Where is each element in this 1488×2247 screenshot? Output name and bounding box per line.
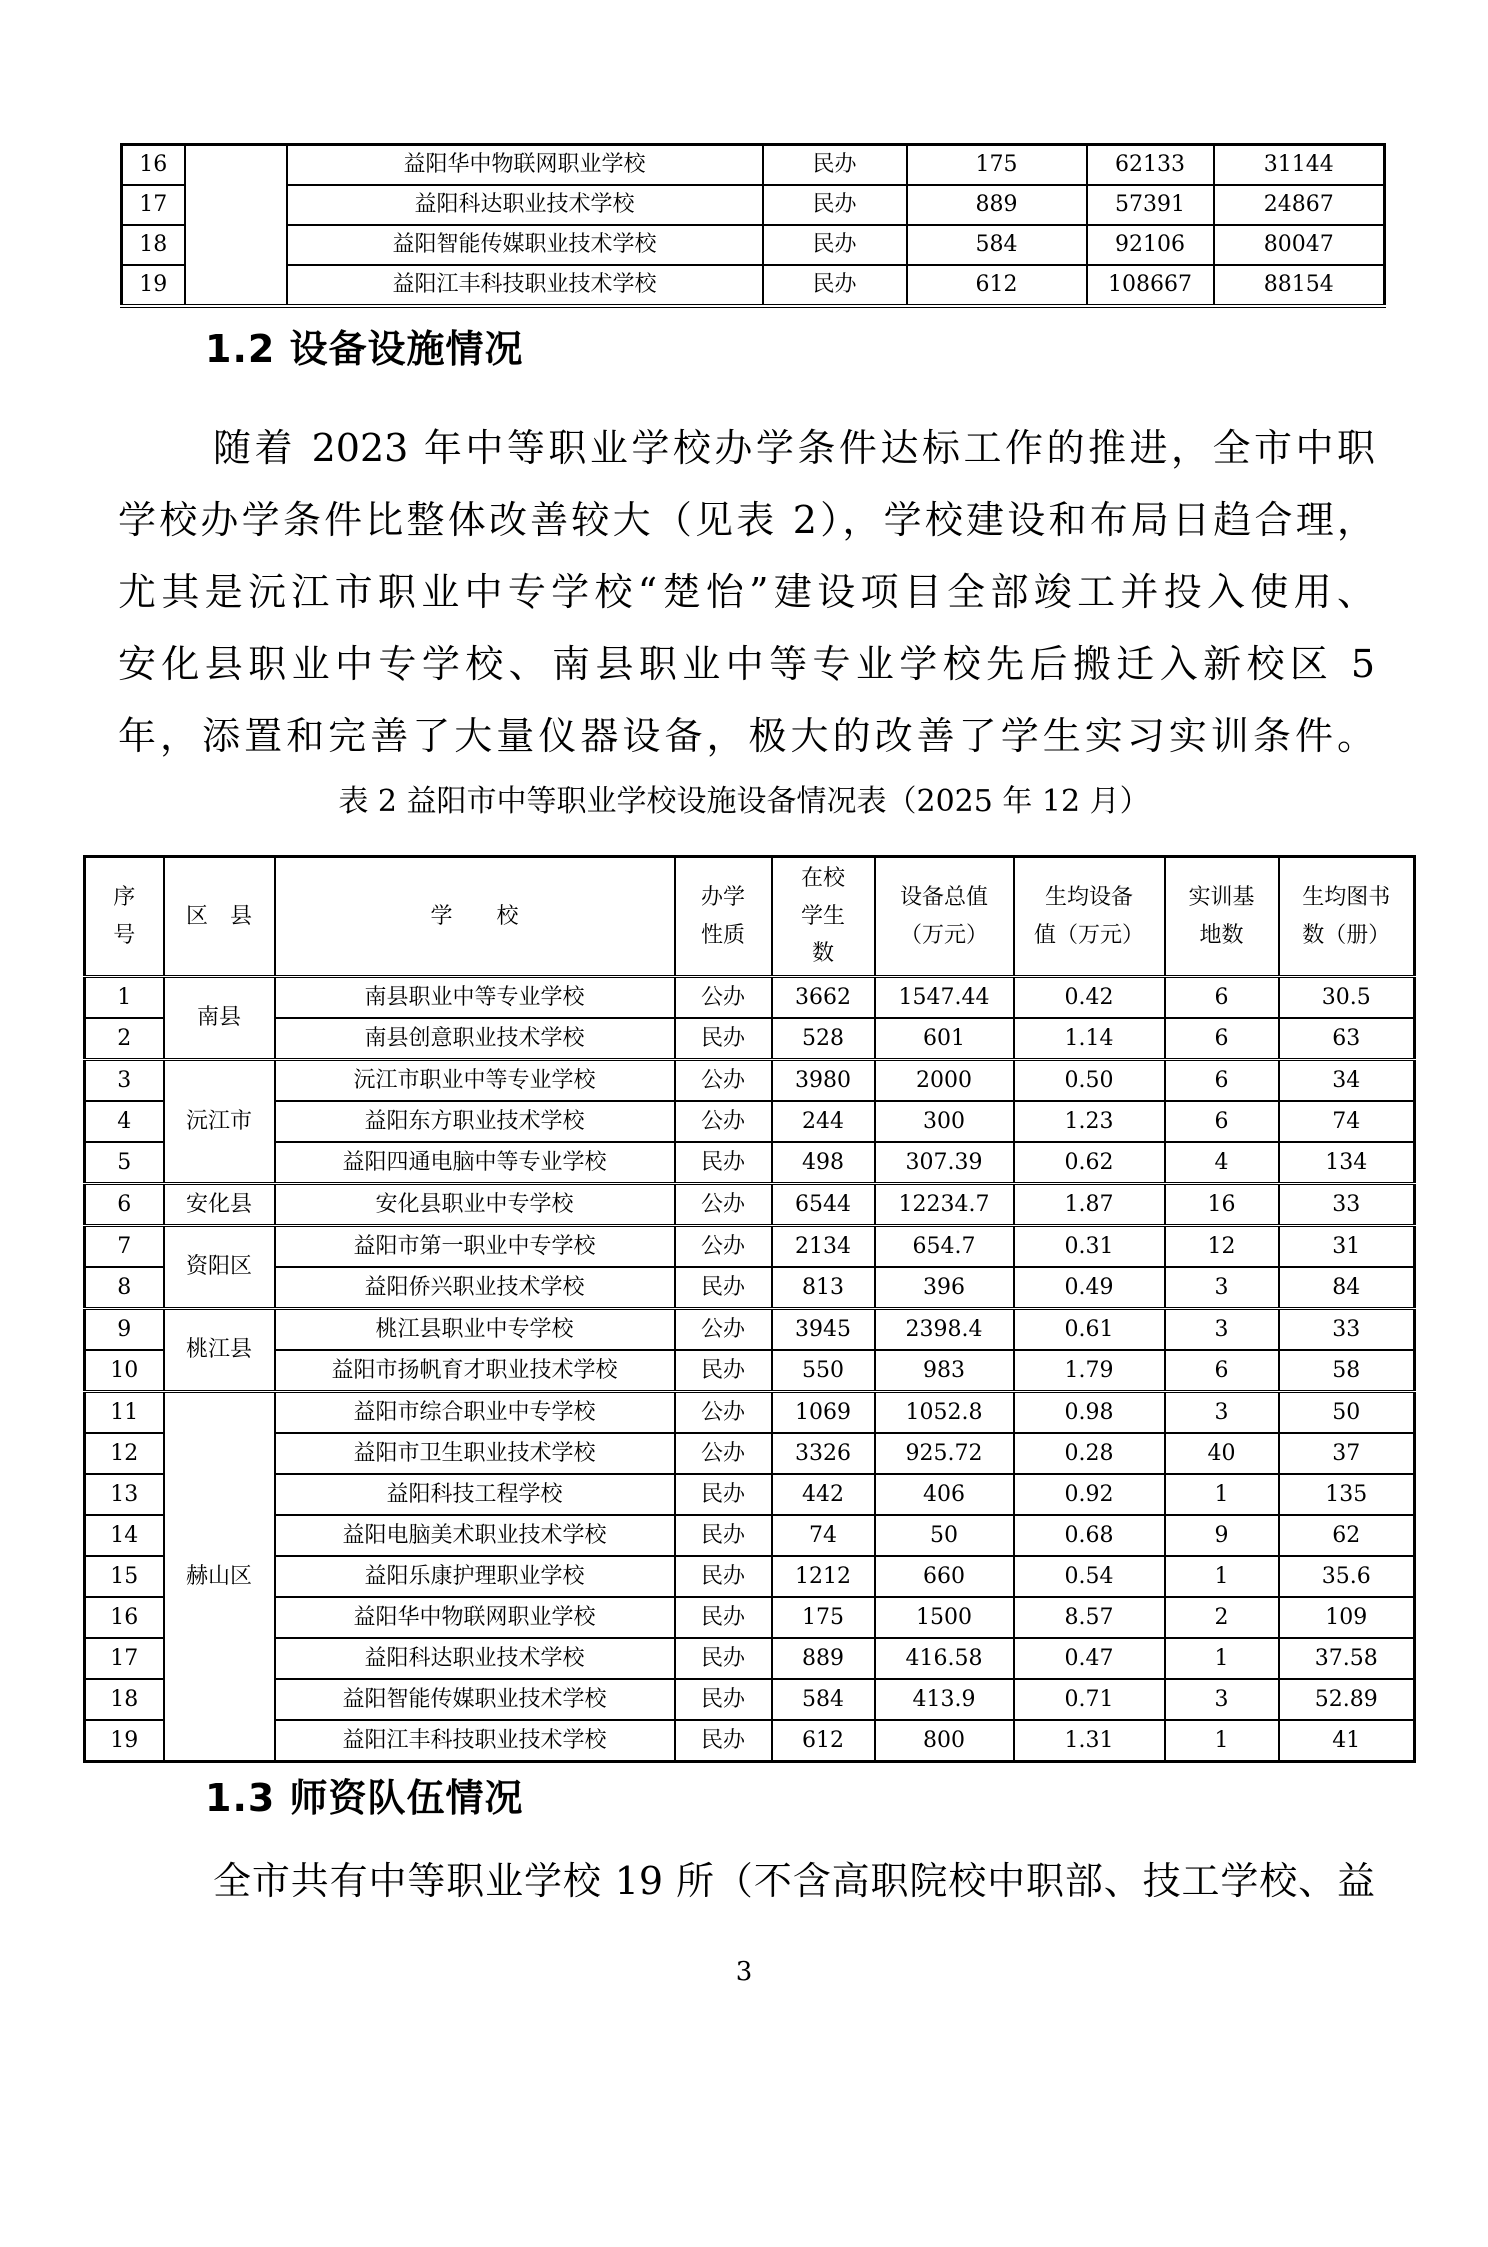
bases-cell: 6: [1165, 977, 1279, 1019]
row-no-cell: 18: [122, 225, 185, 265]
books-avg-cell: 63: [1279, 1018, 1415, 1060]
table-row: [85, 1556, 1415, 1597]
row-no-cell: 5: [85, 1142, 164, 1184]
region-cell: 沅江市: [164, 1060, 275, 1184]
students-cell: 498: [772, 1142, 875, 1184]
school-cell: 益阳东方职业技术学校: [275, 1101, 675, 1142]
row-no-cell: 1: [85, 977, 164, 1019]
equip-total-cell: 2000: [875, 1060, 1014, 1102]
equip-total-cell: 2398.4: [875, 1309, 1014, 1351]
bases-cell: 2: [1165, 1597, 1279, 1638]
row-no-cell: 17: [122, 185, 185, 225]
students-cell: 889: [772, 1638, 875, 1679]
students-cell: 3326: [772, 1433, 875, 1474]
equip-avg-cell: 0.31: [1014, 1226, 1165, 1268]
region-cell: 资阳区: [164, 1226, 275, 1309]
books-avg-cell: 41: [1279, 1720, 1415, 1762]
school-cell: 益阳华中物联网职业学校: [275, 1597, 675, 1638]
books-avg-cell: 62: [1279, 1515, 1415, 1556]
table-row: [85, 1638, 1415, 1679]
students-cell: 1069: [772, 1392, 875, 1434]
students-cell: 889: [907, 185, 1087, 225]
school-cell: 南县职业中等专业学校: [275, 977, 675, 1019]
books-avg-cell: 74: [1279, 1101, 1415, 1142]
bases-cell: 3: [1165, 1679, 1279, 1720]
table-row: [85, 1142, 1415, 1184]
equip-total-cell: 800: [875, 1720, 1014, 1762]
students-cell: 6544: [772, 1184, 875, 1226]
region-cell: 赫山区: [164, 1392, 275, 1762]
students-cell: 550: [772, 1350, 875, 1392]
students-cell: 3945: [772, 1309, 875, 1351]
books-avg-cell: 37.58: [1279, 1638, 1415, 1679]
row-no-cell: 11: [85, 1392, 164, 1434]
value-b-cell: 80047: [1214, 225, 1385, 265]
bases-cell: 6: [1165, 1060, 1279, 1102]
paragraph-line: 安化县职业中专学校、南县职业中等专业学校先后搬迁入新校区 5: [118, 642, 1375, 686]
equip-total-cell: 307.39: [875, 1142, 1014, 1184]
table-row: [122, 225, 1385, 265]
equip-avg-cell: 1.87: [1014, 1184, 1165, 1226]
books-avg-cell: 34: [1279, 1060, 1415, 1102]
row-no-cell: 14: [85, 1515, 164, 1556]
equip-total-cell: 925.72: [875, 1433, 1014, 1474]
equip-avg-cell: 1.14: [1014, 1018, 1165, 1060]
equip-total-cell: 654.7: [875, 1226, 1014, 1268]
type-cell: 民办: [675, 1638, 772, 1679]
table-row: [85, 1433, 1415, 1474]
bases-cell: 1: [1165, 1638, 1279, 1679]
row-no-cell: 8: [85, 1267, 164, 1309]
equip-avg-cell: 0.62: [1014, 1142, 1165, 1184]
header-region: 区 县: [164, 857, 275, 977]
type-cell: 公办: [675, 1060, 772, 1102]
equip-avg-cell: 0.61: [1014, 1309, 1165, 1351]
type-cell: 民办: [675, 1350, 772, 1392]
type-cell: 公办: [675, 1184, 772, 1226]
students-cell: 3980: [772, 1060, 875, 1102]
school-cell: 益阳侨兴职业技术学校: [275, 1267, 675, 1309]
row-no-cell: 4: [85, 1101, 164, 1142]
page-number: 3: [735, 1957, 753, 1987]
school-cell: 益阳江丰科技职业技术学校: [275, 1720, 675, 1762]
row-no-cell: 17: [85, 1638, 164, 1679]
type-cell: 民办: [675, 1515, 772, 1556]
bases-cell: 1: [1165, 1474, 1279, 1515]
value-a-cell: 92106: [1087, 225, 1214, 265]
school-cell: 益阳市卫生职业技术学校: [275, 1433, 675, 1474]
bases-cell: 3: [1165, 1392, 1279, 1434]
bases-cell: 12: [1165, 1226, 1279, 1268]
row-no-cell: 13: [85, 1474, 164, 1515]
students-cell: 612: [907, 265, 1087, 306]
table-2-caption: 表 2 益阳市中等职业学校设施设备情况表（2025 年 12 月）: [338, 784, 1150, 819]
paragraph-line: 随着 2023 年中等职业学校办学条件达标工作的推进，全市中职: [213, 426, 1375, 470]
type-cell: 民办: [675, 1556, 772, 1597]
books-avg-cell: 134: [1279, 1142, 1415, 1184]
books-avg-cell: 33: [1279, 1309, 1415, 1351]
school-cell: 沅江市职业中等专业学校: [275, 1060, 675, 1102]
students-cell: 612: [772, 1720, 875, 1762]
type-cell: 民办: [675, 1474, 772, 1515]
school-cell: 益阳智能传媒职业技术学校: [275, 1679, 675, 1720]
students-cell: 175: [907, 145, 1087, 186]
equip-total-cell: 1500: [875, 1597, 1014, 1638]
school-cell: 益阳乐康护理职业学校: [275, 1556, 675, 1597]
paragraph-line: 全市共有中等职业学校 19 所（不含高职院校中职部、技工学校、益: [213, 1859, 1375, 1903]
table-row: [85, 1515, 1415, 1556]
equip-avg-cell: 0.92: [1014, 1474, 1165, 1515]
type-cell: 民办: [763, 265, 907, 306]
table-row: [85, 1474, 1415, 1515]
equip-avg-cell: 1.79: [1014, 1350, 1165, 1392]
row-no-cell: 19: [85, 1720, 164, 1762]
equip-total-cell: 413.9: [875, 1679, 1014, 1720]
school-cell: 益阳科技工程学校: [275, 1474, 675, 1515]
school-cell: 益阳智能传媒职业技术学校: [287, 225, 763, 265]
students-cell: 2134: [772, 1226, 875, 1268]
school-cell: 益阳科达职业技术学校: [275, 1638, 675, 1679]
type-cell: 民办: [763, 185, 907, 225]
table-row: [85, 1679, 1415, 1720]
row-no-cell: 16: [122, 145, 185, 186]
students-cell: 74: [772, 1515, 875, 1556]
paragraph-line: 年，添置和完善了大量仪器设备，极大的改善了学生实习实训条件。: [118, 714, 1375, 758]
row-no-cell: 2: [85, 1018, 164, 1060]
type-cell: 民办: [675, 1018, 772, 1060]
value-a-cell: 62133: [1087, 145, 1214, 186]
bases-cell: 6: [1165, 1350, 1279, 1392]
row-no-cell: 15: [85, 1556, 164, 1597]
books-avg-cell: 31: [1279, 1226, 1415, 1268]
bases-cell: 1: [1165, 1720, 1279, 1762]
table-row: [85, 1060, 1415, 1102]
equip-total-cell: 1547.44: [875, 977, 1014, 1019]
table-row: [122, 265, 1385, 306]
equip-total-cell: 660: [875, 1556, 1014, 1597]
header-books-avg: 生均图书 数（册）: [1279, 857, 1415, 977]
equip-avg-cell: 0.71: [1014, 1679, 1165, 1720]
books-avg-cell: 135: [1279, 1474, 1415, 1515]
bases-cell: 3: [1165, 1267, 1279, 1309]
equip-avg-cell: 0.98: [1014, 1392, 1165, 1434]
students-cell: 1212: [772, 1556, 875, 1597]
type-cell: 公办: [675, 977, 772, 1019]
table-row: [85, 1309, 1415, 1351]
header-school: 学 校: [275, 857, 675, 977]
type-cell: 公办: [675, 1226, 772, 1268]
equip-total-cell: 416.58: [875, 1638, 1014, 1679]
type-cell: 公办: [675, 1101, 772, 1142]
equip-avg-cell: 8.57: [1014, 1597, 1165, 1638]
table-row: [85, 1267, 1415, 1309]
equip-total-cell: 50: [875, 1515, 1014, 1556]
type-cell: 民办: [675, 1679, 772, 1720]
books-avg-cell: 33: [1279, 1184, 1415, 1226]
table-header-row: [85, 857, 1415, 977]
table-row: [85, 1226, 1415, 1268]
table-row: [85, 1720, 1415, 1762]
paragraph-line: 学校办学条件比整体改善较大（见表 2），学校建设和布局日趋合理，: [118, 498, 1375, 542]
facilities-table: [83, 855, 1416, 1763]
row-no-cell: 9: [85, 1309, 164, 1351]
type-cell: 民办: [675, 1720, 772, 1762]
students-cell: 813: [772, 1267, 875, 1309]
type-cell: 民办: [675, 1142, 772, 1184]
students-cell: 175: [772, 1597, 875, 1638]
table-row: [85, 1597, 1415, 1638]
header-equip-total: 设备总值 （万元）: [875, 857, 1014, 977]
type-cell: 民办: [763, 225, 907, 265]
region-cell: 桃江县: [164, 1309, 275, 1392]
table-row: [85, 1184, 1415, 1226]
section-heading-1-2: 1.2 设备设施情况: [205, 327, 524, 371]
header-bases: 实训基 地数: [1165, 857, 1279, 977]
students-cell: 3662: [772, 977, 875, 1019]
table-row: [85, 1018, 1415, 1060]
school-cell: 桃江县职业中专学校: [275, 1309, 675, 1351]
row-no-cell: 12: [85, 1433, 164, 1474]
row-no-cell: 19: [122, 265, 185, 306]
type-cell: 公办: [675, 1392, 772, 1434]
type-cell: 民办: [675, 1267, 772, 1309]
equip-total-cell: 983: [875, 1350, 1014, 1392]
paragraph-1-3: [118, 1845, 1375, 1917]
table-row: [85, 1350, 1415, 1392]
bases-cell: 6: [1165, 1101, 1279, 1142]
region-cell: 安化县: [164, 1184, 275, 1226]
school-cell: 益阳电脑美术职业技术学校: [275, 1515, 675, 1556]
row-no-cell: 6: [85, 1184, 164, 1226]
books-avg-cell: 35.6: [1279, 1556, 1415, 1597]
equip-avg-cell: 0.28: [1014, 1433, 1165, 1474]
equip-avg-cell: 0.47: [1014, 1638, 1165, 1679]
equip-total-cell: 406: [875, 1474, 1014, 1515]
equip-avg-cell: 0.49: [1014, 1267, 1165, 1309]
students-cell: 584: [772, 1679, 875, 1720]
paragraph-line: 尤其是沅江市职业中专学校“楚怡”建设项目全部竣工并投入使用、: [118, 570, 1375, 614]
row-no-cell: 7: [85, 1226, 164, 1268]
equip-avg-cell: 0.68: [1014, 1515, 1165, 1556]
table-row: [85, 1392, 1415, 1434]
row-no-cell: 3: [85, 1060, 164, 1102]
region-cell: 南县: [164, 977, 275, 1060]
school-cell: 南县创意职业技术学校: [275, 1018, 675, 1060]
bases-cell: 1: [1165, 1556, 1279, 1597]
school-cell: 益阳华中物联网职业学校: [287, 145, 763, 186]
value-a-cell: 57391: [1087, 185, 1214, 225]
table-row: [85, 1101, 1415, 1142]
bases-cell: 16: [1165, 1184, 1279, 1226]
books-avg-cell: 52.89: [1279, 1679, 1415, 1720]
type-cell: 民办: [763, 145, 907, 186]
value-a-cell: 108667: [1087, 265, 1214, 306]
students-cell: 442: [772, 1474, 875, 1515]
value-b-cell: 24867: [1214, 185, 1385, 225]
equip-total-cell: 1052.8: [875, 1392, 1014, 1434]
school-cell: 益阳江丰科技职业技术学校: [287, 265, 763, 306]
bases-cell: 9: [1165, 1515, 1279, 1556]
equip-avg-cell: 0.42: [1014, 977, 1165, 1019]
header-equip-avg: 生均设备 值（万元）: [1014, 857, 1165, 977]
schools-table-continued: [120, 143, 1386, 308]
books-avg-cell: 30.5: [1279, 977, 1415, 1019]
equip-avg-cell: 1.23: [1014, 1101, 1165, 1142]
books-avg-cell: 84: [1279, 1267, 1415, 1309]
school-cell: 益阳市扬帆育才职业技术学校: [275, 1350, 675, 1392]
row-no-cell: 18: [85, 1679, 164, 1720]
table-row: [122, 145, 1385, 186]
students-cell: 584: [907, 225, 1087, 265]
equip-avg-cell: 1.31: [1014, 1720, 1165, 1762]
header-no: 序 号: [85, 857, 164, 977]
school-cell: 益阳四通电脑中等专业学校: [275, 1142, 675, 1184]
bases-cell: 40: [1165, 1433, 1279, 1474]
value-b-cell: 31144: [1214, 145, 1385, 186]
section-heading-1-3: 1.3 师资队伍情况: [205, 1776, 524, 1820]
equip-total-cell: 601: [875, 1018, 1014, 1060]
school-cell: 益阳市第一职业中专学校: [275, 1226, 675, 1268]
equip-total-cell: 396: [875, 1267, 1014, 1309]
books-avg-cell: 37: [1279, 1433, 1415, 1474]
books-avg-cell: 109: [1279, 1597, 1415, 1638]
type-cell: 民办: [675, 1597, 772, 1638]
school-cell: 益阳市综合职业中专学校: [275, 1392, 675, 1434]
bases-cell: 3: [1165, 1309, 1279, 1351]
row-no-cell: 16: [85, 1597, 164, 1638]
bases-cell: 4: [1165, 1142, 1279, 1184]
equip-total-cell: 12234.7: [875, 1184, 1014, 1226]
students-cell: 244: [772, 1101, 875, 1142]
bases-cell: 6: [1165, 1018, 1279, 1060]
header-students: 在校 学生 数: [772, 857, 875, 977]
row-no-cell: 10: [85, 1350, 164, 1392]
books-avg-cell: 58: [1279, 1350, 1415, 1392]
equip-avg-cell: 0.54: [1014, 1556, 1165, 1597]
school-cell: 益阳科达职业技术学校: [287, 185, 763, 225]
type-cell: 公办: [675, 1433, 772, 1474]
header-type: 办学 性质: [675, 857, 772, 977]
value-b-cell: 88154: [1214, 265, 1385, 306]
equip-avg-cell: 0.50: [1014, 1060, 1165, 1102]
paragraph-1-2: [118, 412, 1375, 772]
table-row: [122, 185, 1385, 225]
equip-total-cell: 300: [875, 1101, 1014, 1142]
region-cell: [185, 145, 287, 307]
school-cell: 安化县职业中专学校: [275, 1184, 675, 1226]
type-cell: 公办: [675, 1309, 772, 1351]
table-row: [85, 977, 1415, 1019]
books-avg-cell: 50: [1279, 1392, 1415, 1434]
students-cell: 528: [772, 1018, 875, 1060]
